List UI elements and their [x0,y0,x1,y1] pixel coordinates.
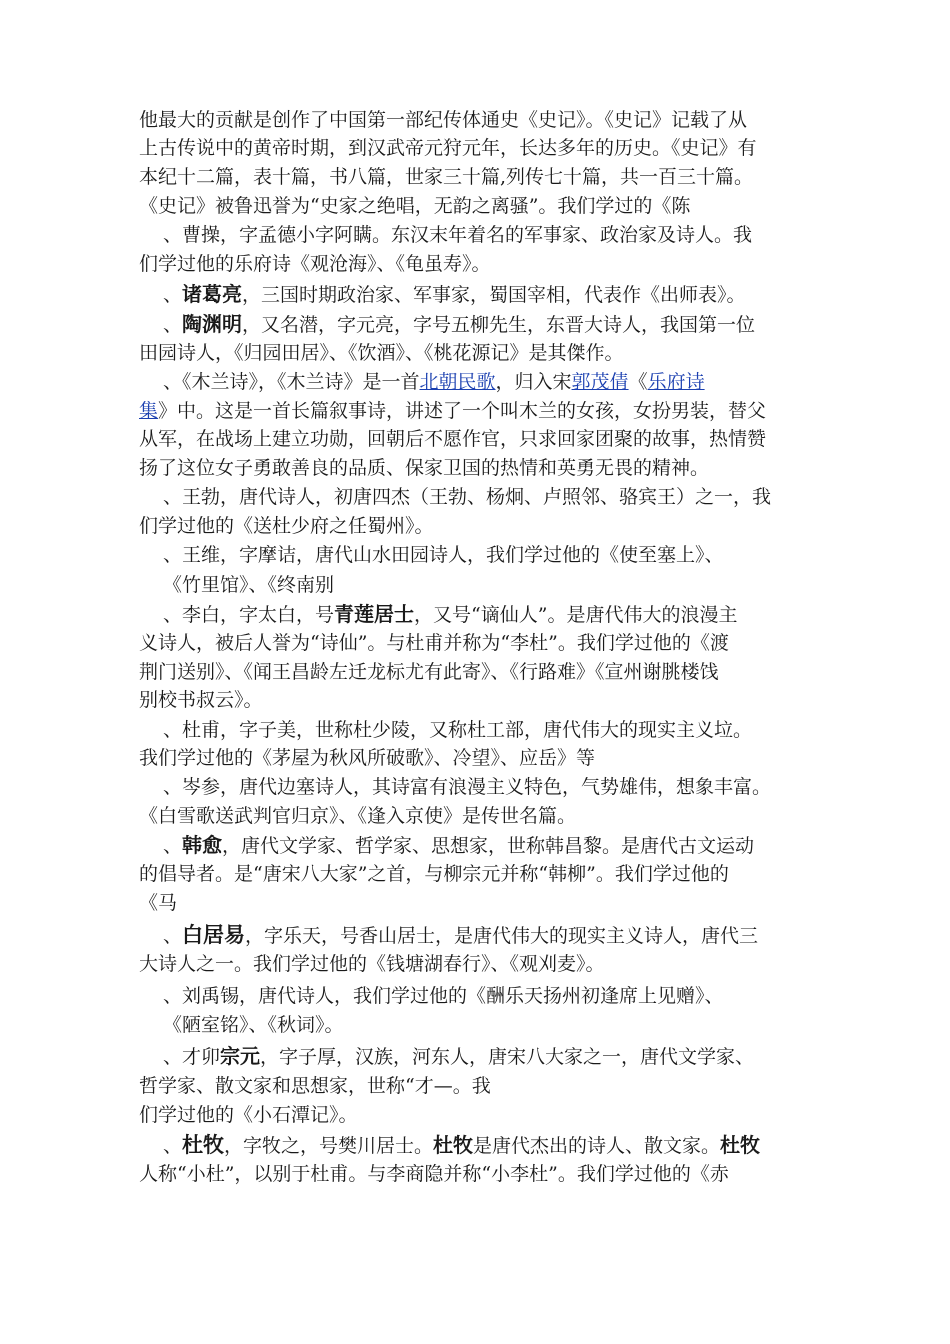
text-line: 们学过他的《送杜少府之任蜀州》。 [139,515,434,537]
text-span: 、 [163,1135,183,1157]
link-beichao-minge[interactable]: 北朝民歌 [419,371,496,393]
bold-name: 韩愈 [182,833,223,857]
text-line: 的倡导者。是“唐宋八大家”之首，与柳宗元并称“韩柳”。我们学过他的 [139,863,729,885]
text-line: 、岑参，唐代边塞诗人，其诗富有浪漫主义特色，气势雄伟，想象丰富。 [163,776,772,798]
text-line: 扬了这位女子勇敢善良的品质、保家卫国的热情和英勇无畏的精神。 [139,457,710,479]
text-line [163,922,758,948]
text-line: 、王维，字摩诘，唐代山水田园诗人，我们学过他的《使至塞上》、 [163,544,724,566]
text-span: 、 [163,925,183,947]
text-span: ，字子厚，汉族，河东人，唐宋八大家之一，唐代文学家、 [260,1046,755,1068]
text-line: 他最大的贡献是创作了中国第一部纪传体通史《史记》。《史记》记载了从 [139,109,748,131]
text-line: 上古传说中的黄帝时期，到汉武帝元狩元年，长达多年的历史。《史记》有 [139,137,757,159]
bold-name: 杜牧 [433,1133,474,1157]
text-line: 别校书叔云》。 [139,689,263,711]
text-line: 《史记》被鲁迅誉为“史家之绝唱，无韵之离骚”。我们学过的《陈 [139,195,691,217]
text-span: ，字乐天，号香山居士，是唐代伟大的现实主义诗人，唐代三 [245,925,759,947]
bold-name: 青莲居士 [334,602,415,626]
text-line: 、王勃，唐代诗人，初唐四杰（王勃、杨炯、卢照邻、骆宾王）之一，我 [163,486,772,508]
link-guo-maoqian[interactable]: 郭茂倩 [571,371,629,393]
text-line: 荆门送别》、《闻王昌龄左迁龙标尤有此寄》、《行路难》《宣州谢朓楼饯 [139,661,719,683]
text-span: 》中。这是一首长篇叙事诗，讲述了一个叫木兰的女孩，女扮男装，替父 [158,400,767,422]
text-line: 《马 [139,892,178,914]
text-span: 《 [628,371,648,393]
text-span: ，又号“谪仙人”。是唐代伟大的浪漫主 [414,604,738,626]
text-span: 、 [163,314,183,336]
text-line [163,601,737,627]
text-line: 本纪十二篇，表十篇，书八篇，世家三十篇,列传七十篇，共一百三十篇。 [139,166,754,188]
text-line: 田园诗人，《归园田居》、《饮酒》、《桃花源记》是其傑作。 [139,342,624,364]
bold-name: 白居易 [182,923,246,947]
text-line: 《白雪歌送武判官归京》、《逢入京使》是传世名篇。 [139,805,577,827]
text-line [163,1043,754,1069]
text-line: 义诗人，被后人誉为“诗仙”。与杜甫并称为“李杜”。我们学过他的《渡 [139,632,729,654]
link-yuefu-shiji-cont[interactable]: 集 [139,400,159,422]
text-line [163,369,705,395]
bold-name: 诸葛亮 [182,282,243,306]
text-span: ，三国时期政治家、军事家，蜀国宰相，代表作《出师表》。 [242,284,746,306]
text-span: 是唐代杰出的诗人、散文家。 [473,1135,721,1157]
text-line [163,281,746,307]
text-line: 大诗人之一。我们学过他的《钱塘湖春行》、《观刈麦》。 [139,953,605,975]
text-span: ，归入宋 [495,371,572,393]
text-span: 、《木兰诗》，《木兰诗》是一首 [163,371,420,393]
text-line: 《陋室铭》、《秋词》。 [163,1014,344,1036]
text-line: 哲学家、散文家和思想家，世称“才—。我 [139,1075,491,1097]
text-line [139,398,766,424]
text-line [163,1132,760,1158]
text-span: 、 [163,835,183,857]
text-span: ，又名潜，字元亮，字号五柳先生，东晋大诗人，我国第一位 [242,314,756,336]
text-line: 、曹操，字孟德小字阿瞒。东汉末年着名的军事家、政治家及诗人。我 [163,224,753,246]
link-yuefu-shiji[interactable]: 乐府诗 [647,371,705,393]
text-line: 们学过他的《小石潭记》。 [139,1104,358,1126]
bold-name: 宗元 [220,1044,261,1068]
text-line: 《竹里馆》、《终南别 [163,574,335,596]
text-line: 人称“小杜”，以别于杜甫。与李商隐并称“小李杜”。我们学过他的《赤 [139,1163,729,1185]
text-span: ，唐代文学家、哲学家、思想家，世称韩昌黎。是唐代古文运动 [222,835,755,857]
text-line: 、刘禹锡，唐代诗人，我们学过他的《酬乐天扬州初逢席上见赠》、 [163,985,724,1007]
bold-name: 陶渊明 [182,312,243,336]
text-line: 我们学过他的《茅屋为秋风所破歌》、冷望》、应岳》等 [139,747,596,769]
text-line: 、杜甫，字子美，世称杜少陵，又称杜工部，唐代伟大的现实主义垃。 [163,719,753,741]
text-span: 、 [163,284,183,306]
text-line: 从军，在战场上建立功勋，回朝后不愿作官，只求回家团聚的故事，热情赞 [139,428,767,450]
bold-name: 杜牧 [720,1133,761,1157]
text-line: 们学过他的乐府诗《观沧海》、《龟虽寿》。 [139,253,491,275]
text-span: 、才卯 [163,1046,221,1068]
text-span: 、李白，字太白，号 [163,604,335,626]
text-line [163,832,754,858]
bold-name: 杜牧 [182,1133,225,1157]
text-line [163,311,755,337]
text-span: ，字牧之，号樊川居士。 [224,1135,434,1157]
